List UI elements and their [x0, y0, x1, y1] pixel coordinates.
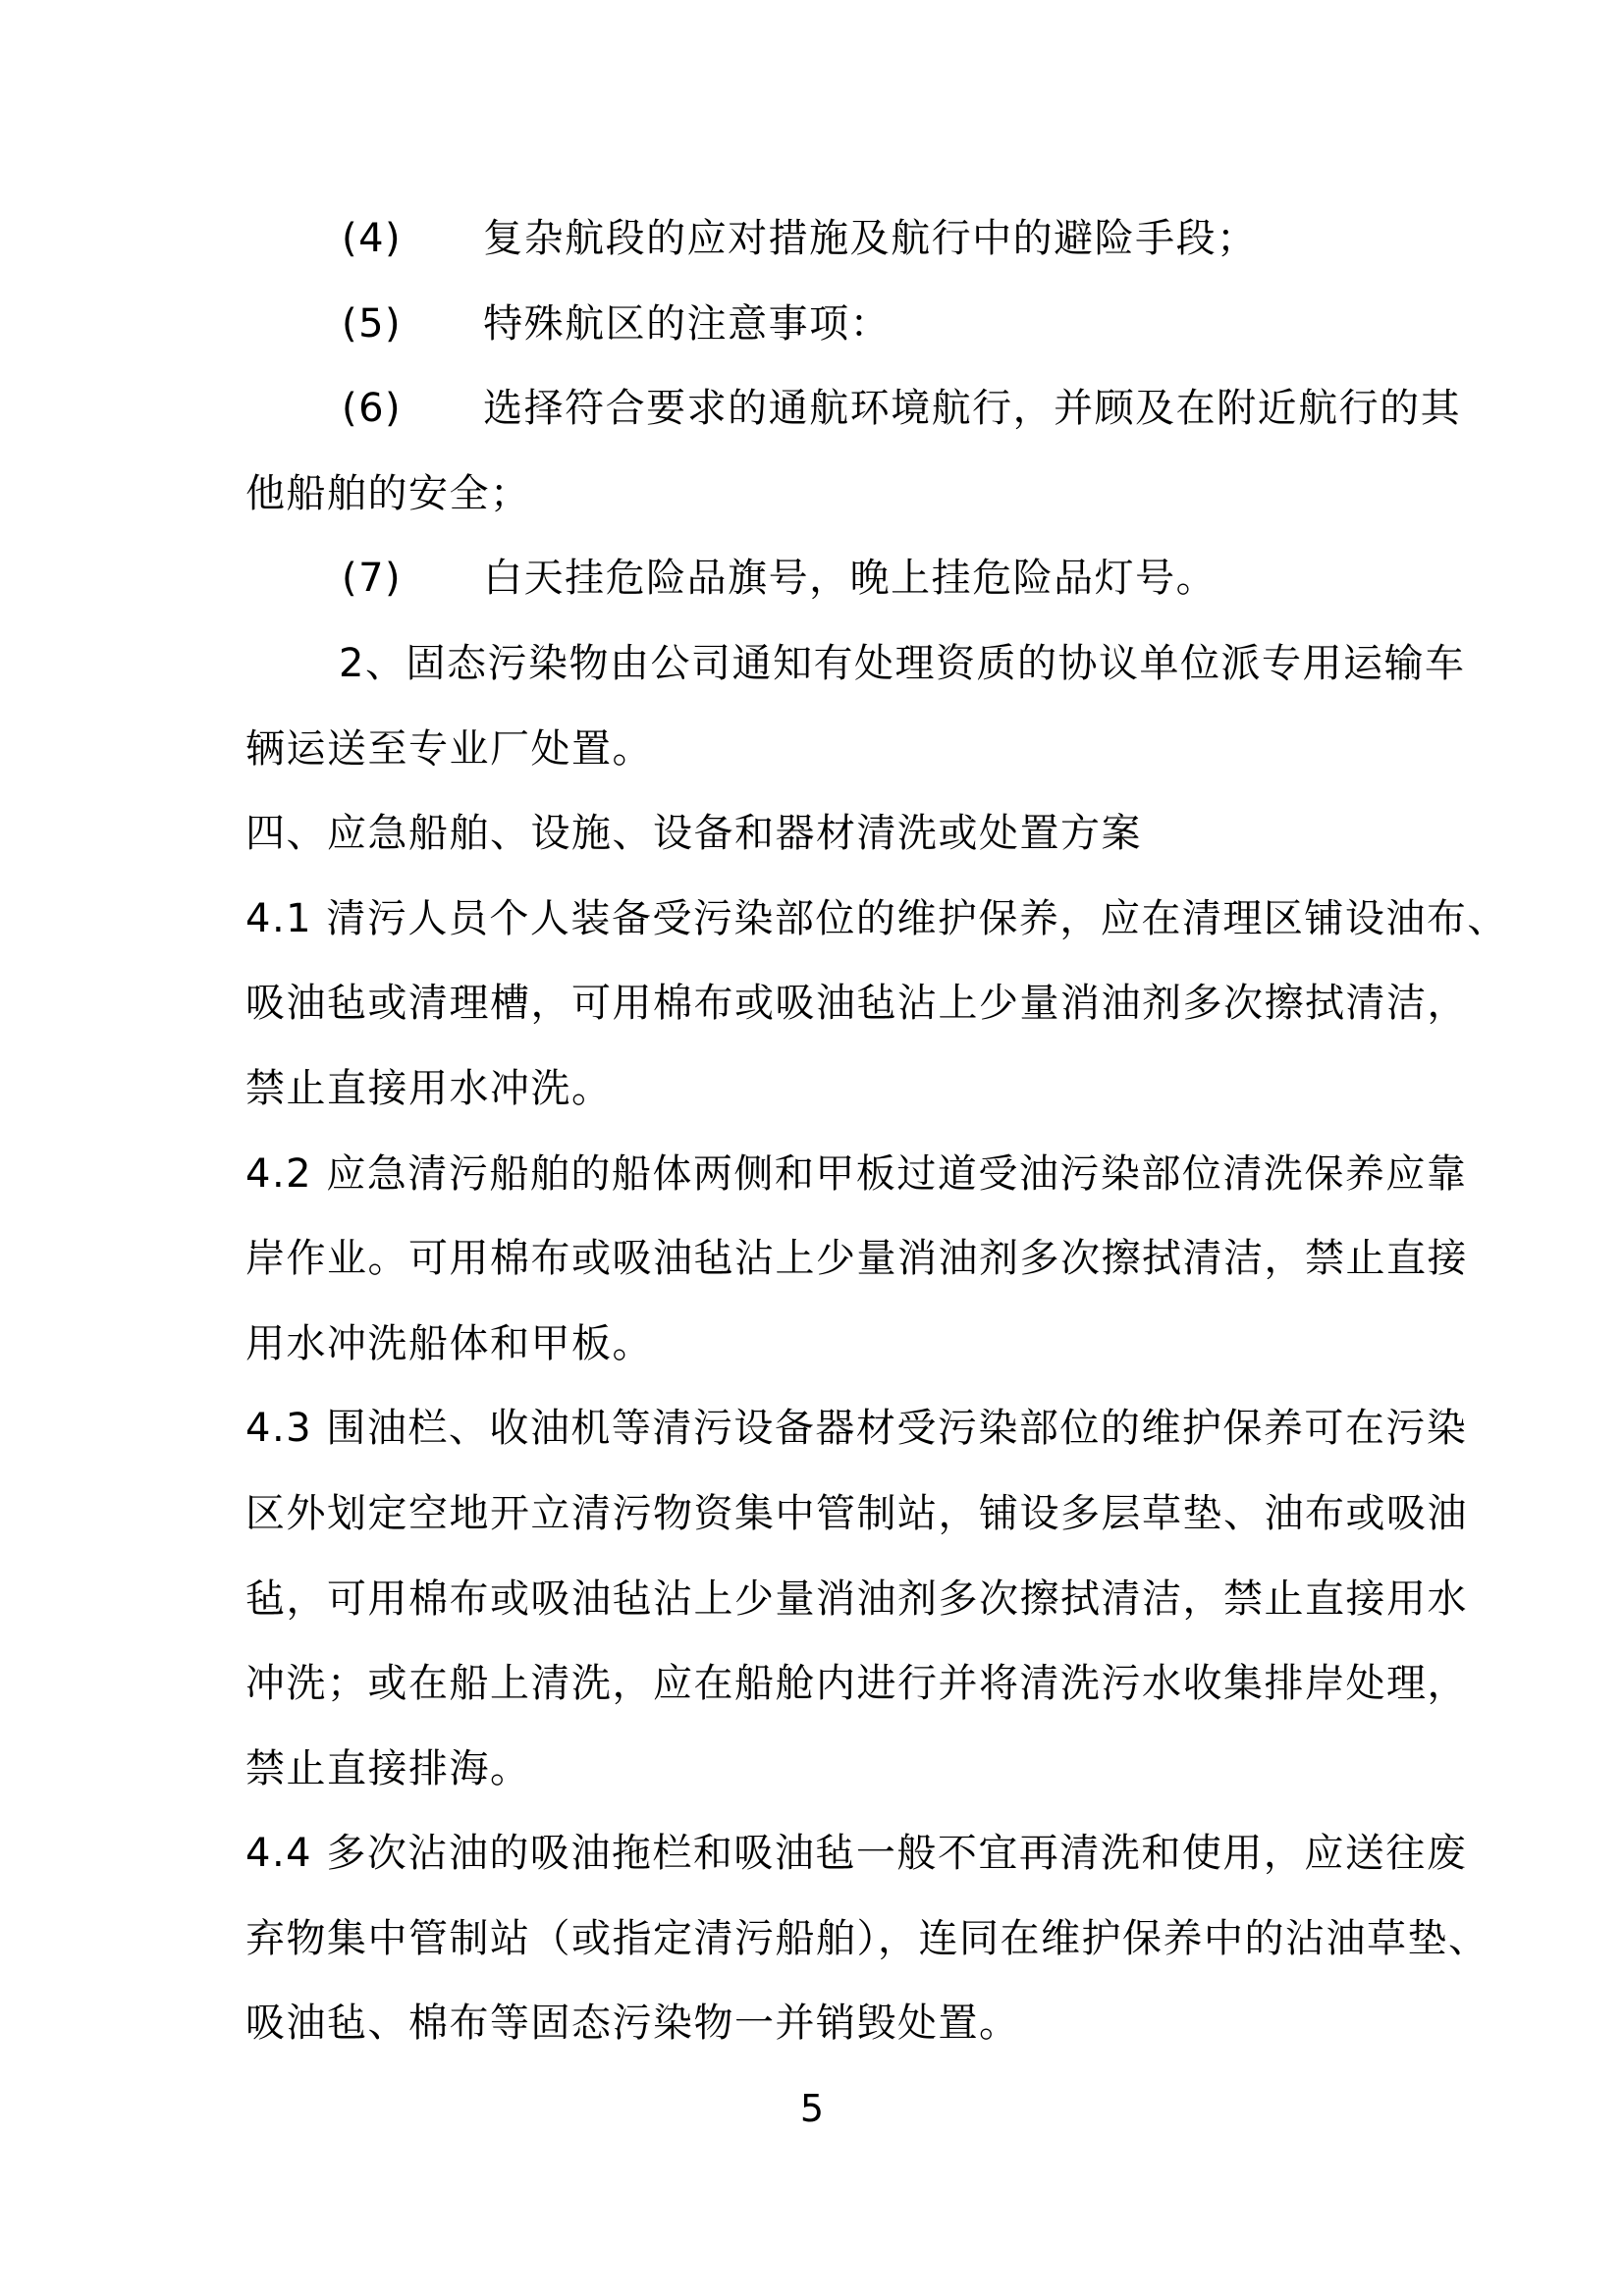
text-line: 弃物集中管制站（或指定清污船舶），连同在维护保养中的沾油草垫、 — [245, 1915, 1489, 1961]
text-line: (7) 白天挂危险品旗号，晚上挂危险品灯号。 — [342, 556, 1218, 602]
text-line: 2、固态污染物由公司通知有处理资质的协议单位派专用运输车 — [339, 640, 1466, 686]
text-line: 禁止直接用水冲洗。 — [245, 1065, 613, 1111]
text-line: 禁止直接排海。 — [245, 1745, 531, 1791]
text-line: 4.3 围油栏、收油机等清污设备器材受污染部位的维护保养可在污染 — [245, 1406, 1468, 1452]
text-line: 4.4 多次沾油的吸油拖栏和吸油毡一般不宜再清洗和使用，应送往废 — [245, 1831, 1468, 1877]
text-line: 辆运送至专业厂处置。 — [245, 725, 653, 772]
text-line: 毡，可用棉布或吸油毡沾上少量消油剂多次擦拭清洁，禁止直接用水 — [245, 1575, 1468, 1622]
text-line: 吸油毡或清理槽，可用棉布或吸油毡沾上少量消油剂多次擦拭清洁， — [245, 981, 1468, 1027]
text-line: (4) 复杂航段的应对措施及航行中的避险手段； — [342, 216, 1258, 261]
text-line: 他船舶的安全； — [245, 470, 531, 516]
document-text-block — [245, 196, 1508, 2066]
text-line: 用水冲洗船体和甲板。 — [245, 1320, 653, 1366]
section-heading-line: 四、应急船舶、设施、设备和器材清洗或处置方案 — [245, 811, 1142, 857]
text-line: 岸作业。可用棉布或吸油毡沾上少量消油剂多次擦拭清洁，禁止直接 — [245, 1236, 1468, 1282]
text-line: (5) 特殊航区的注意事项： — [342, 300, 892, 347]
text-line: 4.2 应急清污船舶的船体两侧和甲板过道受油污染部位清洗保养应靠 — [245, 1150, 1468, 1197]
text-line: 冲洗；或在船上清洗，应在船舱内进行并将清洗污水收集排岸处理， — [245, 1661, 1468, 1707]
text-line: (6) 选择符合要求的通航环境航行，并顾及在附近航行的其 — [342, 386, 1462, 432]
text-line: 4.1 清污人员个人装备受污染部位的维护保养，应在清理区铺设油布、 — [245, 895, 1508, 941]
page-number: 5 — [799, 2087, 825, 2130]
text-line: 区外划定空地开立清污物资集中管制站，铺设多层草垫、油布或吸油 — [245, 1490, 1468, 1536]
text-line: 吸油毡、棉布等固态污染物一并销毁处置。 — [245, 2001, 1020, 2047]
